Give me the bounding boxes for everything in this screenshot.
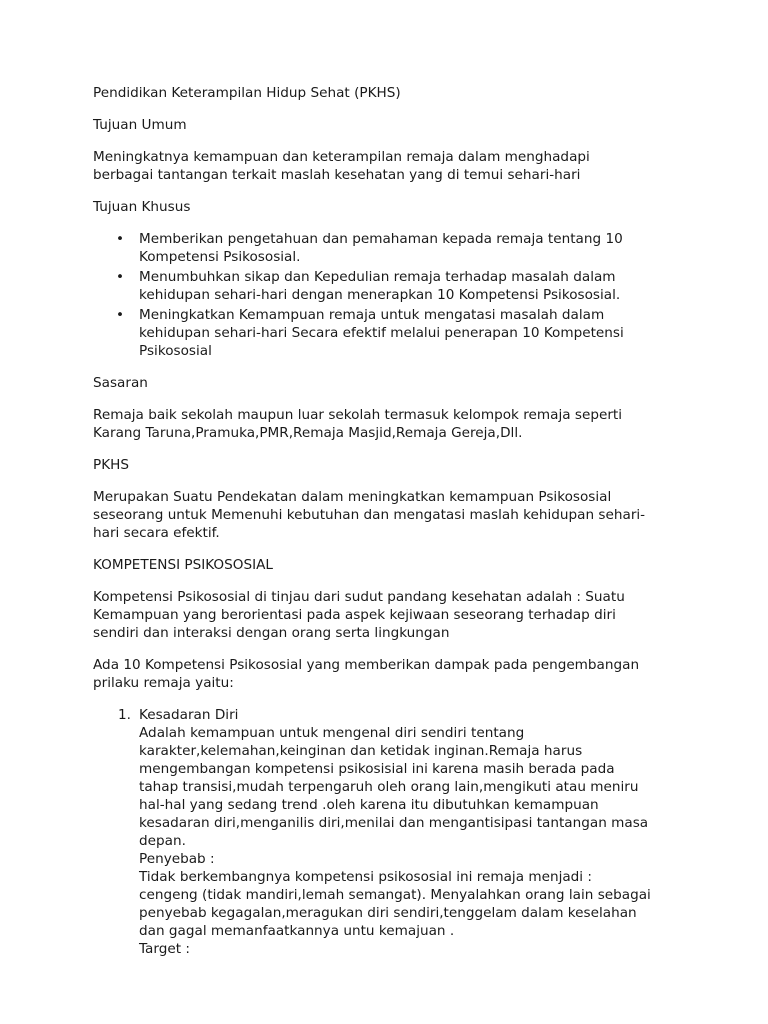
- kompetensi-paragraph: Kompetensi Psikososial di tinjau dari sudut pandang kesehatan adalah : Suatu Kemampuan yang berorientasi pada aspek kejiwaan seseorang terhadap diri sendiri dan interaksi dengan orang serta lingkungan: [93, 589, 625, 641]
- document-title: Pendidikan Keterampilan Hidup Sehat (PKHS): [93, 85, 401, 101]
- list-item-text: Memberikan pengetahuan dan pemahaman kepada remaja tentang 10 Kompetensi Psikososial.: [139, 231, 623, 265]
- item-description: Adalah kemampuan untuk mengenal diri sendiri tentang karakter,kelemahan,keinginan dan ketidak inginan.Remaja harus mengembangan kompetensi psikosisial ini karena masih berada pada tahap transisi,mudah terpengaruh oleh orang lain,mengikuti atau meniru hal-hal yang sedang trend .oleh karena itu dibutuhkan kemampuan kesadaran diri,menganilis diri,menilai dan mengantisipasi tantangan masa depan.: [139, 725, 649, 849]
- document-page: [93, 84, 653, 958]
- list-item-text: Meningkatkan Kemampuan remaja untuk mengatasi masalah dalam kehidupan sehari-hari Secara efektif melalui penerapan 10 Kompetensi Psikososial: [139, 307, 624, 359]
- tujuan-umum-heading: Tujuan Umum: [93, 117, 187, 133]
- kompetensi-list: [93, 706, 653, 958]
- penyebab-label: Penyebab :: [139, 851, 215, 867]
- sasaran-heading: Sasaran: [93, 375, 148, 391]
- list-item-text: Menumbuhkan sikap dan Kepedulian remaja terhadap masalah dalam kehidupan sehari-hari dengan menerapkan 10 Kompetensi Psikososial.: [139, 269, 621, 303]
- list-item: [93, 306, 653, 360]
- tujuan-khusus-list: [93, 230, 653, 360]
- bullet-icon: •: [116, 269, 125, 285]
- pkhs-heading: PKHS: [93, 457, 129, 473]
- sasaran-paragraph: Remaja baik sekolah maupun luar sekolah termasuk kelompok remaja seperti Karang Taruna,Pramuka,PMR,Remaja Masjid,Remaja Gereja,Dll.: [93, 407, 623, 441]
- bullet-icon: •: [116, 231, 125, 247]
- item-title: Kesadaran Diri: [139, 707, 239, 723]
- penyebab-text: Tidak berkembangnya kompetensi psikososial ini remaja menjadi : cengeng (tidak mandiri,lemah semangat). Menyalahkan orang lain sebagai penyebab kegagalan,meragukan diri sendiri,tenggelam dalam keselahan dan gagal memanfaatkannya untu kemajuan .: [139, 869, 651, 939]
- list-number: 1.: [118, 707, 131, 723]
- kompetensi-heading: KOMPETENSI PSIKOSOSIAL: [93, 557, 273, 573]
- list-item: [93, 230, 653, 266]
- bullet-icon: •: [116, 307, 125, 323]
- list-item: [93, 268, 653, 304]
- target-label: Target :: [139, 941, 190, 957]
- pkhs-paragraph: Merupakan Suatu Pendekatan dalam meningkatkan kemampuan Psikososial seseorang untuk Memenuhi kebutuhan dan mengatasi maslah kehidupan sehari-hari secara efektif.: [93, 489, 646, 541]
- tujuan-umum-paragraph: Meningkatnya kemampuan dan keterampilan remaja dalam menghadapi berbagai tantangan terkait maslah kesehatan yang di temui sehari-hari: [93, 149, 590, 183]
- list-item: [93, 706, 653, 958]
- tujuan-khusus-heading: Tujuan Khusus: [93, 199, 191, 215]
- ada-paragraph: Ada 10 Kompetensi Psikososial yang memberikan dampak pada pengembangan prilaku remaja yaitu:: [93, 657, 640, 691]
